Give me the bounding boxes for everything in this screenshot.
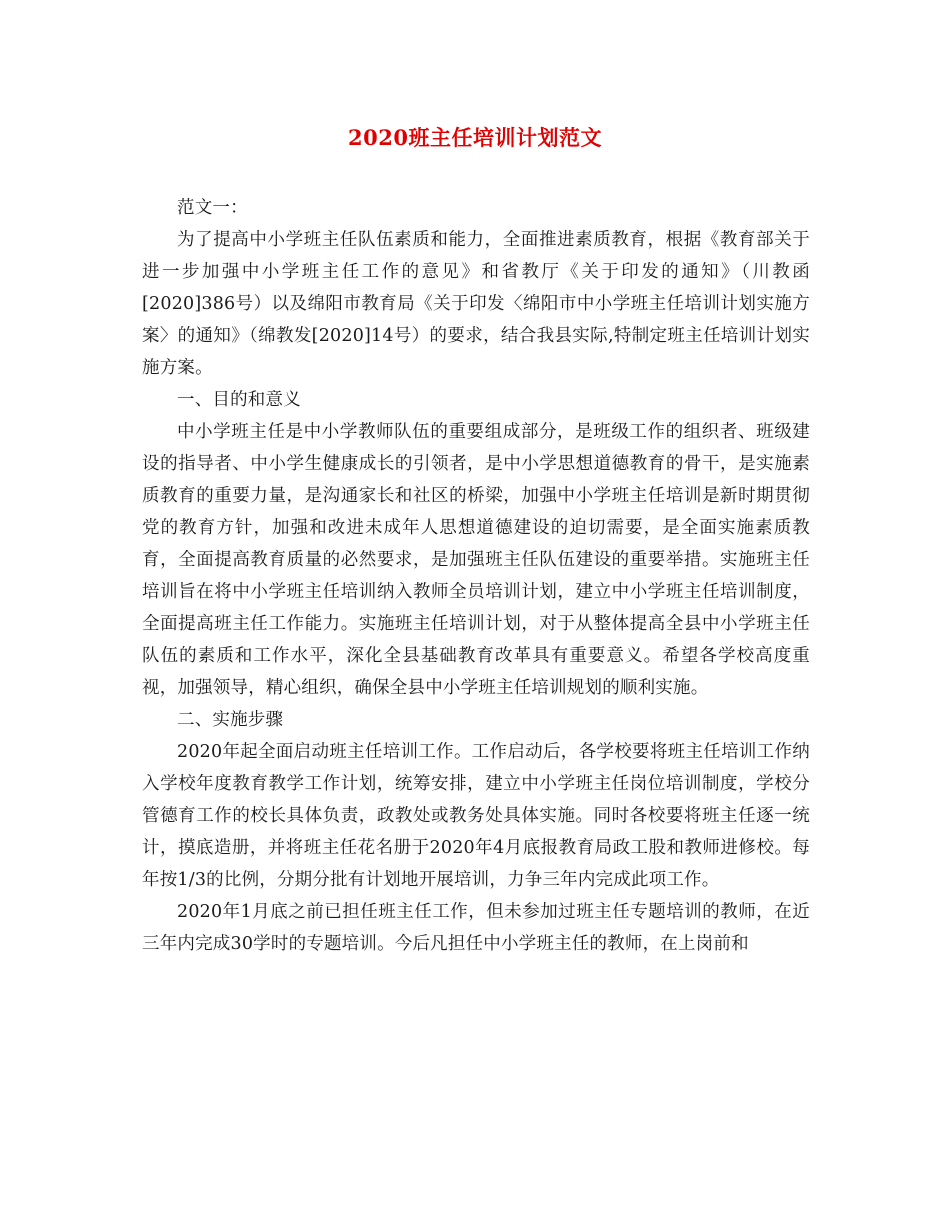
document-body — [142, 192, 810, 960]
sample-label: 范文一： — [177, 198, 248, 218]
section-heading-steps: 二、实施步骤 — [177, 710, 284, 730]
steps-paragraph-2: 2020年1月底之前已担任班主任工作，但未参加过班主任专题培训的教师，在近三年内完成30学时的专题培训。今后凡担任中小学班主任的教师，在上岗前和 — [142, 902, 810, 954]
document-title: 2020班主任培训计划范文 — [348, 125, 602, 150]
steps-paragraph-1: 2020年起全面启动班主任培训工作。工作启动后，各学校要将班主任培训工作纳入学校年度教育教学工作计划，统筹安排，建立中小学班主任岗位培训制度，学校分管德育工作的校长具体负责，政教处或教务处具体实施。同时各校要将班主任逐一统计，摸底造册，并将班主任花名册于2020年4月底报教育局政工股和教师进修校。每年按1/3的比例，分期分批有计划地开展培训，力争三年内完成此项工作。 — [142, 742, 810, 890]
section-heading-purpose: 一、目的和意义 — [177, 390, 301, 410]
purpose-paragraph: 中小学班主任是中小学教师队伍的重要组成部分，是班级工作的组织者、班级建设的指导者、中小学生健康成长的引领者，是中小学思想道德教育的骨干，是实施素质教育的重要力量，是沟通家长和社区的桥梁，加强中小学班主任培训是新时期贯彻党的教育方针，加强和改进未成年人思想道德建设的迫切需要，是全面实施素质教育，全面提高教育质量的必然要求，是加强班主任队伍建设的重要举措。实施班主任培训旨在将中小学班主任培训纳入教师全员培训计划，建立中小学班主任培训制度，全面提高班主任工作能力。实施班主任培训计划，对于从整体提高全县中小学班主任队伍的素质和工作水平，深化全县基础教育改革具有重要意义。希望各学校高度重视，加强领导，精心组织，确保全县中小学班主任培训规划的顺利实施。 — [142, 422, 810, 698]
intro-paragraph: 为了提高中小学班主任队伍素质和能力，全面推进素质教育，根据《教育部关于进一步加强中小学班主任工作的意见》和省教厅《关于印发的通知》（川教函[2020]386号）以及绵阳市教育局《关于印发〈绵阳市中小学班主任培训计划实施方案〉的通知》（绵教发[2020]14号）的要求，结合我县实际,特制定班主任培训计划实施方案。 — [142, 230, 810, 378]
